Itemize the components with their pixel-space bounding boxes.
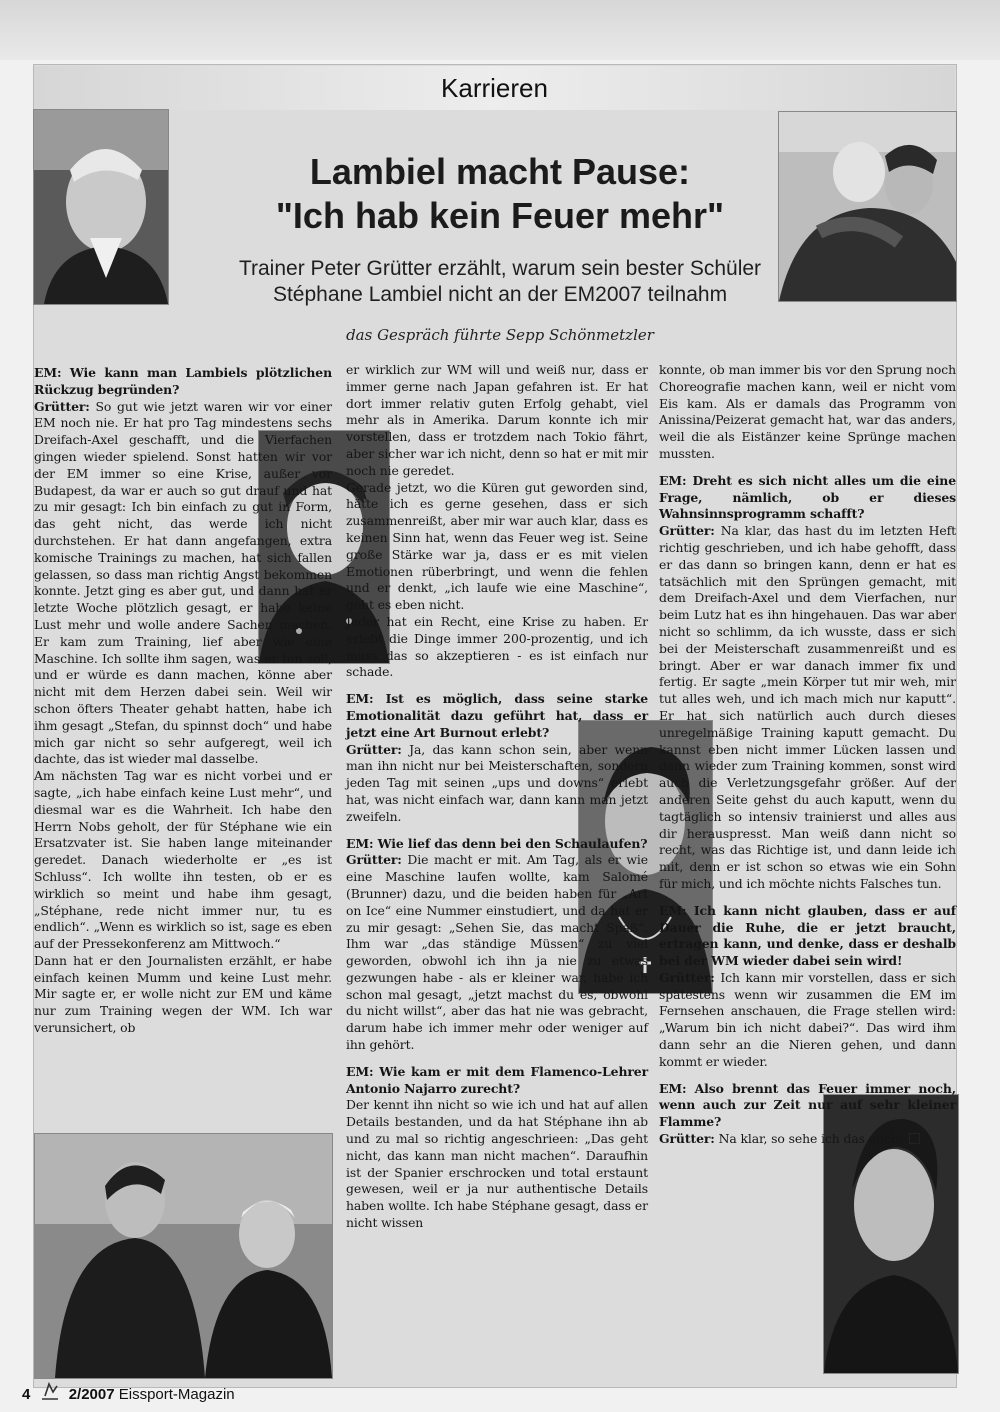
title-line-1: Lambiel macht Pause: [309, 151, 691, 192]
interview-answer [659, 523, 956, 893]
article-subtitle [210, 256, 790, 308]
interview-question: EM: Also brennt das Feuer immer noch, wenn auch zur Zeit nur auf sehr kleiner Flamme? [659, 1080, 956, 1130]
page-number: 4 [22, 1386, 31, 1403]
page-footer [22, 1380, 235, 1406]
article-column-2 [346, 362, 648, 1232]
answer-text: So gut wie jetzt waren wir vor einer EM noch nie. Er hat pro Tag mindestens sechs Dreifach-Axel geschafft, und die Vierfachen gingen wieder spielend. Sonst hatten wir vor der EM immer so eine Krise, außer vor Budapest, da war er auch so gut drauf und hat zu mir gesagt: Ich bin einfach zu gut in Form, das geht nicht, das werde ich nicht durchstehen. Er hat dann angefangen, extra komische Trainings zu machen, hat sich fallen gelassen, so dass man richtig Angst bekommen konnte. Jetzt ging es aber gut, und dann hat er letzte Woche plötzlich gesagt, er habe keine Lust mehr und wolle andere Sachen machen. Er kam zum Training, lief aber wie eine Maschine. Ich sollte ihm sagen, was er tun soll, und er würde es dann machen, könne aber nicht mit dem Herzen dabei sein. Weil wir schon öfters Theater gehabt hatten, habe ich ihm gesagt „Stefan, du spinnst doch“ und habe mich gar nicht so sehr aufgeregt, weil ich dachte, das ist wieder mal dasselbe. [34, 398, 332, 767]
speaker-label: Grütter: [34, 398, 90, 414]
answer-text: Na klar, das hast du im letzten Heft richtig geschrieben, und ich habe gehofft, dass er das dann so bringen kann, denn er hat es tatsächlich mit den Sprüngen gemacht, mit dem Dreifach-Axel und dem Vierfachen, nur beim Lutz hat es ihn hingehauen. Das war aber nicht so schlimm, da ich wusste, dass er sich bei der Meisterschaft zusammenreißt und es bringt. Aber er war danach immer fix und fertig. Er sagte „mein Körper tut mir weh, mir tut alles weh, und ich mach mich nur kaputt“. Er hat sich natürlich auch durch dieses unregelmäßige Training kaputt gemacht. Du kannst eben nicht immer Lücken lassen und dann wieder zum Training kommen, sonst wird auch die Verletzungsgefahr größer. Auf der anderen Seite gehst du auch kaputt, wenn du tagtäglich so intensiv trainierst und alles aus dir herauspresst. Man weiß dann nicht so recht, was das Richtige ist, und dann leide ich mit, denn er ist schon so etwas wie ein Sohn für mich, und ich möchte nichts Falsches tun. [659, 523, 956, 891]
interview-question: EM: Wie kann man Lambiels plötzlichen Rückzug begründen? [34, 365, 332, 397]
answer-text: Ich kann mir vorstellen, dass er sich spätestens wenn wir zusammen die EM im Fernsehen anschauen, die Frage stellen wird: „Warum bin ich nicht dabei?“. Das wird ihm dann sehr an die Nieren gehen, und dann kommt er wieder. [659, 969, 956, 1069]
speaker-label: Grütter: [659, 523, 715, 539]
answer-text: Ja, das kann schon sein, aber wenn man ihn nicht nur bei Meisterschaften, sondern jeden Tag mit seinen „ups und downs“ erlebt hat, was nicht einfach war, dann kann man jetzt zweifeln. [346, 741, 649, 824]
issue-number: 2/2007 [68, 1386, 115, 1403]
paragraph: Dann hat er den Journalisten erzählt, er habe einfach keinen Mumm und keine Lust mehr. Mir sagte er, er wolle nicht zur EM und käme nur zum Training wegen der WM. Ich war verunsichert, ob [34, 952, 332, 1036]
answer-text: Na klar, so sehe ich das auch! [718, 1131, 904, 1147]
paragraph: Am nächsten Tag war es nicht vorbei und er sagte, „ich habe einfach keine Lust mehr“, und diesmal war es die Wahrheit. Ich habe den Herrn Nobs geholt, der für Stéphane wie ein Ersatzvater ist. Sie haben lange miteinander geredet. Danach wiederholte er „es ist Schluss“. Ich wollte ihn testen, ob er es wirklich so meint und habe ihm gesagt, „Stéphane, rede nicht immer nur, tu es endlich“. „Wenn es wirklich so ist, sage es eben auf der Pressekonferenz am Mittwoch.“ [34, 768, 332, 952]
speaker-label: Grütter: [659, 1131, 715, 1147]
interview-question: EM: Wie kam er mit dem Flamenco-Lehrer Antonio Najarro zurecht? [346, 1063, 648, 1096]
article-column-3 [659, 362, 956, 1148]
paragraph: Jeder hat ein Recht, eine Krise zu haben. Er erlebt die Dinge immer 200-prozentig, und ich muss das so akzeptieren - es ist einfach nur schade. [346, 613, 648, 680]
article-title [200, 150, 800, 238]
previous-page-bleed [0, 0, 1000, 60]
paragraph: er wirklich zur WM will und weiß nur, dass er immer gerne nach Japan gefahren ist. Er hat dort immer relativ guten Erfolg gehabt, viel mehr als in Amerika. Darum konnte ich mir vorstellen, dass er trotzdem nach Tokio fährt, aber sicher war ich nicht, denn so hat er mit mir noch nie geredet. [346, 362, 648, 478]
skater-logo-icon [39, 1380, 61, 1406]
interview-answer [346, 742, 648, 826]
subtitle-line-1: Trainer Peter Grütter erzählt, warum sein bester Schüler [238, 257, 762, 280]
speaker-label: Grütter: [346, 852, 402, 868]
title-line-2: "Ich hab kein Feuer mehr" [275, 195, 725, 236]
answer-text: Der kennt ihn nicht so wie ich und hat auf allen Details bestanden, und da hat Stéphane ihn ab und zu mal so richtig angeschrieen: „Das geht nicht, das kann man nicht machen“. Daraufhin ist der Spanier erschrocken und total erstaunt gewesen, weil er ja nur authentische Details haben wollte. Ich habe Stéphane gesagt, dass er nicht wissen [346, 1097, 648, 1231]
interview-question: EM: Ich kann nicht glauben, dass er auf Dauer die Ruhe, die er jetzt braucht, ertragen kann, und denke, dass er deshalb bei der WM wieder dabei sein wird! [659, 902, 956, 969]
embrace-photo [778, 111, 957, 302]
skater-and-trainer-photo [34, 1133, 333, 1379]
interview-answer [659, 970, 956, 1071]
interview-answer [659, 1131, 956, 1148]
end-of-article-icon [909, 1133, 920, 1144]
paragraph: Gerade jetzt, wo die Küren gut geworden sind, hätte ich es gerne gesehen, dass er sich zusammenreißt, aber mir war auch klar, dass es keinen Sinn hat, wenn das Feuer weg ist. Seine große Stärke war ja, dass er es mit vielen Emotionen rüberbringt, und wenn die fehlen und er denkt, „ich laufe wie eine Maschine“, geht es eben nicht. [346, 479, 648, 613]
byline: das Gespräch führte Sepp Schönmetzler [346, 326, 654, 344]
interview-answer [34, 399, 332, 769]
subtitle-line-2: Stéphane Lambiel nicht an der EM2007 teilnahm [272, 283, 728, 306]
interview-question: EM: Ist es möglich, dass seine starke Emotionalität dazu geführt hat, dass er jetzt eine Art Burnout erlebt? [346, 691, 648, 740]
answer-text: Die macht er mit. Am Tag, als er wie eine Maschine laufen wollte, kam Salomé (Brunner) dazu, und die beiden haben für „Art on Ice“ eine Nummer einstudiert, und da hat er zu mir gesagt: „Sehen Sie, das macht Spaß“. Ihm war „das ständige Müssen“ zu viel geworden, obwohl ich ihn ja nie zu etwas gezwungen habe - als er kleiner war, habe ich schon mal gesagt, „jetzt machst du es, obwohl du nicht willst“, aber das hat nie was gebracht, darum habe ich immer mehr oder weniger auf ihn gehört. [346, 852, 648, 1053]
speaker-label: Grütter: [346, 741, 402, 757]
speaker-label: Grütter: [659, 969, 715, 985]
magazine-name: Eissport-Magazin [118, 1386, 235, 1403]
section-header: Karrieren [34, 66, 955, 110]
interview-question: EM: Wie lief das denn bei den Schaulaufen? [346, 835, 648, 851]
paragraph: konnte, ob man immer bis vor den Sprung noch Choreografie machen kann, weil er nicht vom Eis kam. Als er damals das Programm von Anissina/Peizerat gemacht hat, war das anders, weil die als Eistänzer keine Sprünge machen mussten. [659, 362, 956, 461]
article-column-1 [34, 365, 332, 1037]
interview-question: EM: Dreht es sich nicht alles um die eine Frage, nämlich, ob er dieses Wahnsinnsprogramm schafft? [659, 472, 956, 522]
interview-answer [346, 852, 648, 1054]
trainer-portrait-photo [33, 109, 169, 305]
